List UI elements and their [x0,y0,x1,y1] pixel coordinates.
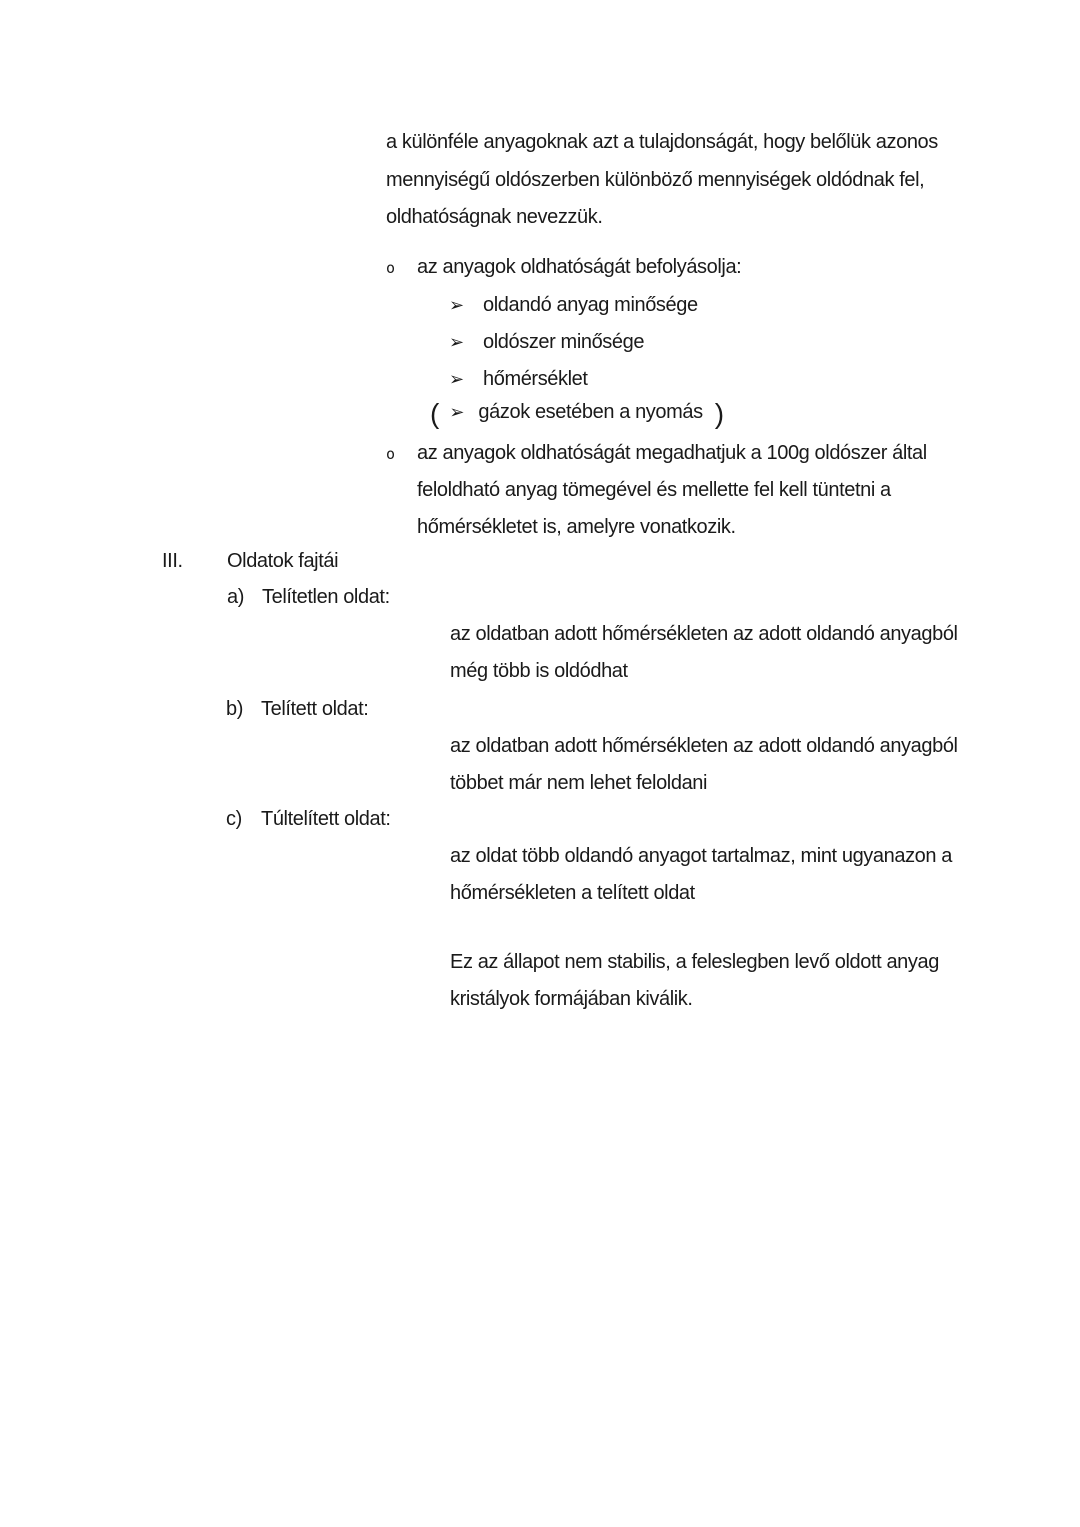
item-description: az oldatban adott hőmérsékleten az adott oldandó anyagból [450,623,958,645]
arrow-item-text: oldandó anyag minősége [483,294,698,316]
item-label: Telítetlen oldat: [262,586,390,608]
item-letter: a) [227,586,244,608]
arrow-item-text: gázok esetében a nyomás [478,401,703,423]
bracket-open: ( [430,398,440,429]
item-label: Túltelített oldat: [261,808,391,830]
arrow-item-text: oldószer minősége [483,331,645,353]
arrow-item-text: hőmérséklet [483,368,588,390]
item-description: az oldatban adott hőmérsékleten az adott oldandó anyagból [450,735,958,757]
section-title: Oldatok fajtái [227,550,339,572]
arrow-item-bracketed [430,399,724,427]
bracket-close: ) [714,398,725,429]
item-description: még több is oldódhat [450,660,628,682]
bullet-text: az anyagok oldhatóságát befolyásolja: [417,256,742,278]
arrow-bullet-icon: ➢ [449,295,465,315]
item-label: Telített oldat: [261,698,369,720]
arrow-bullet-icon: ➢ [449,402,465,422]
bullet-text: feloldható anyag tömegével és mellette fel kell tüntetni a [417,479,891,501]
intro-line: a különféle anyagoknak azt a tulajdonságát, hogy belőlük azonos [386,131,938,153]
item-description: az oldat több oldandó anyagot tartalmaz, mint ugyanazon a [450,845,952,867]
closing-line: Ez az állapot nem stabilis, a feleslegben levő oldott anyag [450,951,939,973]
arrow-bullet-icon: ➢ [449,332,465,352]
item-letter: b) [226,698,243,720]
bullet-text: az anyagok oldhatóságát megadhatjuk a 100g oldószer által [417,442,927,464]
bullet-text: hőmérsékletet is, amelyre vonatkozik. [417,516,736,538]
intro-line: oldhatóságnak nevezzük. [386,206,603,228]
intro-line: mennyiségű oldószerben különböző mennyiségek oldódnak fel, [386,169,925,191]
closing-line: kristályok formájában kiválik. [450,988,693,1010]
section-number: III. [162,550,183,572]
arrow-bullet-icon: ➢ [449,369,465,389]
item-description: hőmérsékleten a telített oldat [450,882,695,904]
circle-bullet-icon: o [386,259,396,277]
item-letter: c) [226,808,242,830]
circle-bullet-icon: o [386,445,396,463]
item-description: többet már nem lehet feloldani [450,772,708,794]
